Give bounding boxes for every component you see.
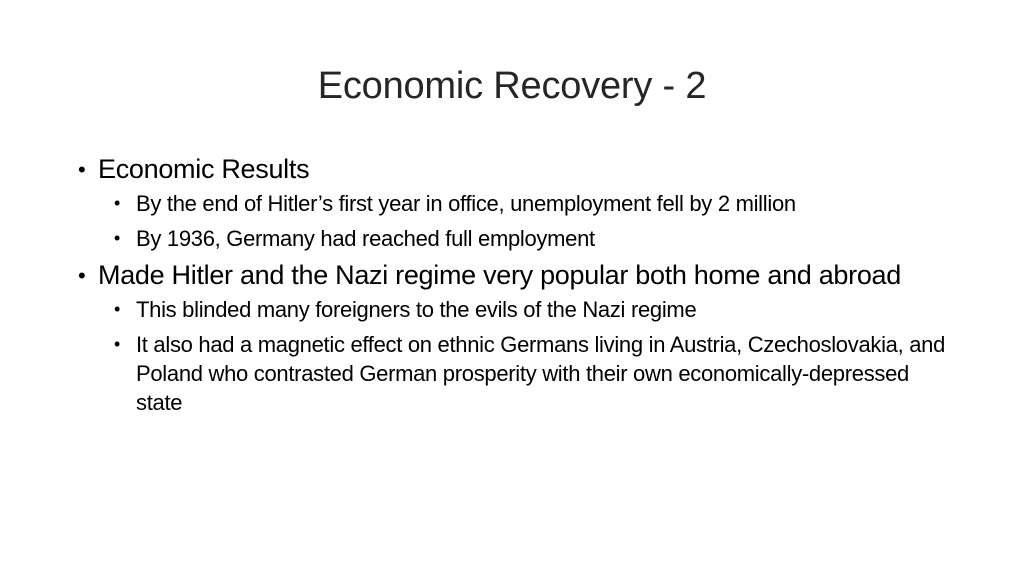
sub-bullet-list xyxy=(98,295,958,417)
sub-bullet-item xyxy=(98,295,958,324)
bullet-icon: • xyxy=(114,334,121,354)
bullet-list xyxy=(78,153,958,423)
bullet-text: Economic Results xyxy=(98,154,310,184)
bullet-text: Made Hitler and the Nazi regime very popular both home and abroad xyxy=(98,260,901,290)
bullet-icon: • xyxy=(114,299,121,319)
sub-bullet-item xyxy=(98,330,958,417)
sub-bullet-item xyxy=(98,189,958,218)
bullet-icon: • xyxy=(78,157,86,182)
sub-bullet-text: By the end of Hitler’s first year in office, unemployment fell by 2 million xyxy=(136,191,796,216)
bullet-item-economic-results xyxy=(78,153,958,253)
sub-bullet-text: This blinded many foreigners to the evils of the Nazi regime xyxy=(136,297,697,322)
sub-bullet-text: By 1936, Germany had reached full employment xyxy=(136,226,595,251)
bullet-item-popularity xyxy=(78,259,958,417)
sub-bullet-text: It also had a magnetic effect on ethnic Germans living in Austria, Czechoslovakia, and Poland who contrasted German prosperity with their own economically-depressed state xyxy=(136,332,946,415)
bullet-icon: • xyxy=(114,193,121,213)
bullet-icon: • xyxy=(114,228,121,248)
sub-bullet-list xyxy=(98,189,958,253)
bullet-icon: • xyxy=(78,263,86,288)
slide-title: Economic Recovery - 2 xyxy=(317,65,707,107)
sub-bullet-item xyxy=(98,224,958,253)
